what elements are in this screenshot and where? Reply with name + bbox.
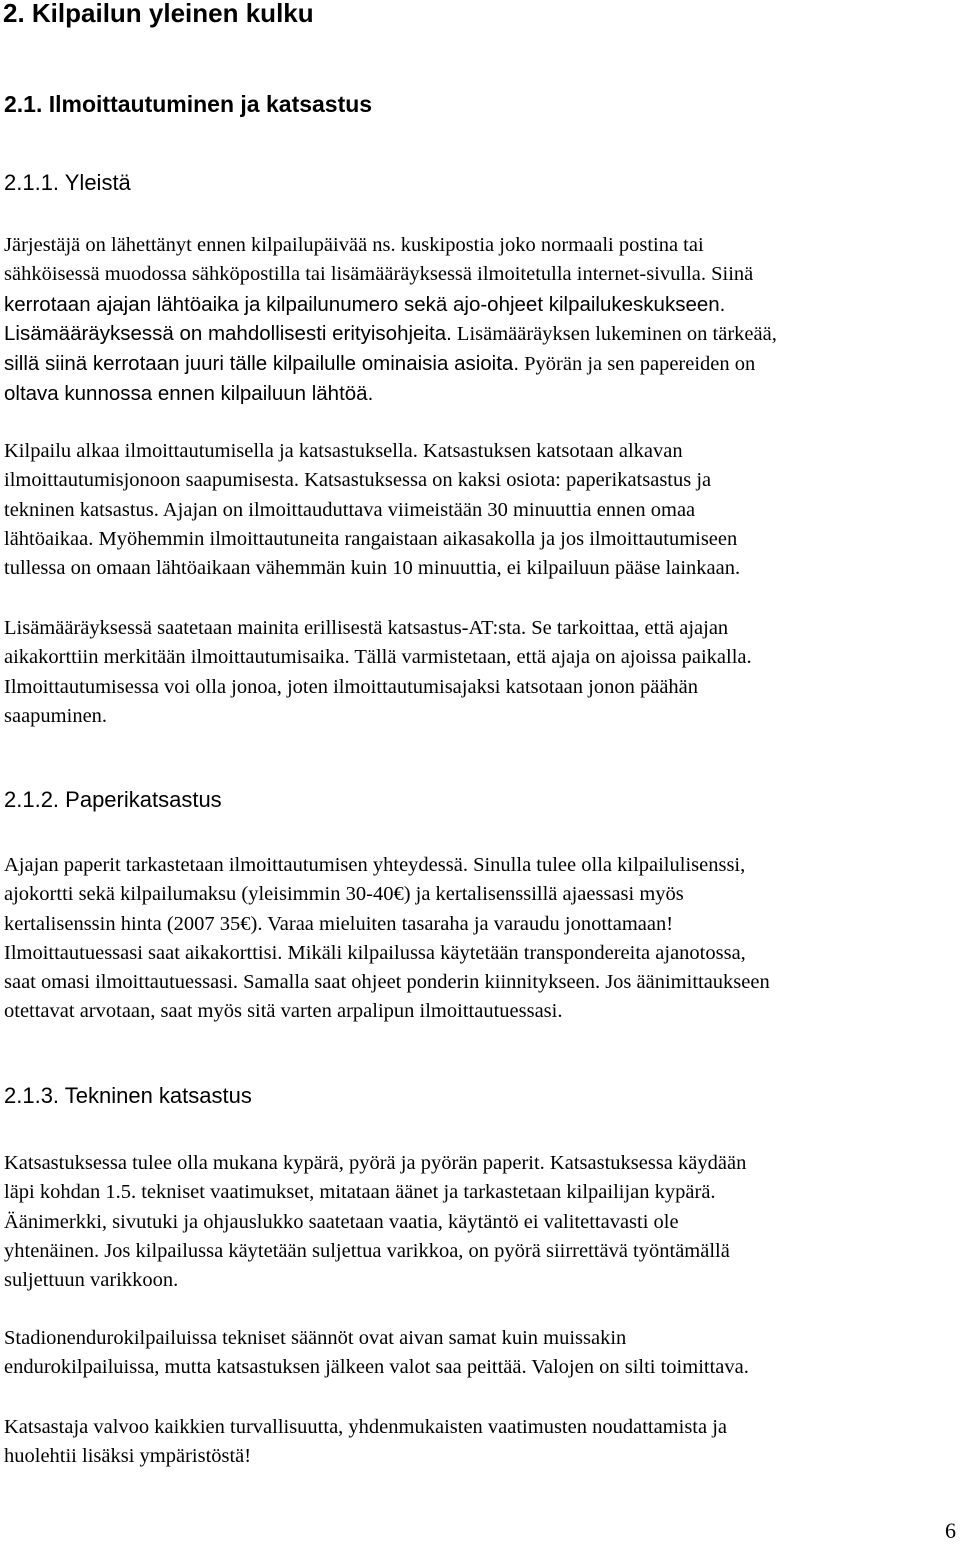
text-line: saapuminen. <box>4 704 108 727</box>
paragraph <box>4 1413 960 1472</box>
paragraph <box>4 614 960 731</box>
text-line <box>4 349 960 379</box>
part-heading-paperikatsastus: 2.1.2. Paperikatsastus <box>4 787 222 812</box>
paragraph <box>4 851 960 1027</box>
text-line: läpi kohdan 1.5. tekniset vaatimukset, mitataan äänet ja tarkastetaan kilpailijan kypärä. <box>4 1181 716 1204</box>
text-line: endurokilpailuissa, mutta katsastuksen jälkeen valot saa peittää. Valojen on silti toimittava. <box>4 1356 749 1379</box>
paragraph <box>4 437 960 583</box>
text-segment: Pyörän ja sen papereiden on <box>519 353 756 376</box>
text-line: kerrotaan ajajan lähtöaika ja kilpailunumero sekä ajo-ohjeet kilpailukeskukseen. <box>4 292 726 316</box>
text-line: suljettuun varikkoon. <box>4 1269 179 1292</box>
text-line: otettavat arvotaan, saat myös sitä varten arpalipun ilmoittautuessasi. <box>4 1000 563 1023</box>
text-segment: Lisämääräyksessä on mahdollisesti erityisohjeita. <box>4 321 452 345</box>
text-line: Ilmoittautumisessa voi olla jonoa, joten ilmoittautumisajaksi katsotaan jonon päähän <box>4 675 699 698</box>
text-line <box>4 319 960 349</box>
text-line: aikakorttiin merkitään ilmoittautumisaika. Tällä varmistetaan, että ajaja on ajoissa paikalla. <box>4 646 752 669</box>
text-line: saat omasi ilmoittautuessasi. Samalla saat ohjeet ponderin kiinnitykseen. Jos äänimittaukseen <box>4 971 770 994</box>
paragraph <box>4 231 960 409</box>
part-heading-yleista: 2.1.1. Yleistä <box>4 170 131 195</box>
text-line: lähtöaikaa. Myöhemmin ilmoittautuneita rangaistaan aikasakolla ja jos ilmoittautumiseen <box>4 527 738 550</box>
text-line: Kilpailu alkaa ilmoittautumisella ja katsastuksella. Katsastuksen katsotaan alkavan <box>4 440 683 462</box>
text-line: yhtenäinen. Jos kilpailussa käytetään suljettua varikkoa, on pyörä siirrettävä työntämällä <box>4 1239 730 1262</box>
text-segment: sillä siinä kerrotaan juuri tälle kilpailulle ominaisia asioita. <box>4 352 520 376</box>
text-line: Stadionendurokilpailuissa tekniset säännöt ovat aivan samat kuin muissakin <box>4 1327 627 1349</box>
page-number: 6 <box>945 1518 956 1543</box>
text-line: huolehtii lisäksi ympäristöstä! <box>4 1445 252 1468</box>
subsection-heading: 2.1. Ilmoittautuminen ja katsastus <box>4 91 373 117</box>
paragraph <box>4 1324 960 1383</box>
text-line: kertalisenssin hinta (2007 35€). Varaa mieluiten tasaraha ja varaudu jonottamaan! <box>4 912 674 935</box>
text-line: tekninen katsastus. Ajajan on ilmoittauduttava viimeistään 30 minuuttia ennen omaa <box>4 498 696 521</box>
text-segment: Lisämääräyksen lukeminen on tärkeää, <box>451 322 777 345</box>
text-line: Äänimerkki, sivutuki ja ohjauslukko saatetaan vaatia, käytäntö ei valitettavasti ole <box>4 1210 679 1233</box>
paragraph <box>4 1149 960 1295</box>
text-line: ilmoittautumisjonoon saapumisesta. Katsastuksessa on kaksi osiota: paperikatsastus ja <box>4 469 712 492</box>
text-line: Katsastaja valvoo kaikkien turvallisuutta, yhdenmukaisten vaatimusten noudattamista ja <box>4 1416 728 1438</box>
text-line: Katsastuksessa tulee olla mukana kypärä, pyörä ja pyörän paperit. Katsastuksessa käydään <box>4 1152 747 1174</box>
text-line: oltava kunnossa ennen kilpailuun lähtöä. <box>4 382 374 406</box>
text-line: sähköisessä muodossa sähköpostilla tai lisämääräyksessä ilmoitetulla internet-sivulla. Siinä <box>4 263 754 286</box>
part-heading-tekninen-katsastus: 2.1.3. Tekninen katsastus <box>4 1083 252 1108</box>
text-line: Järjestäjä on lähettänyt ennen kilpailupäivää ns. kuskipostia joko normaali postina tai <box>4 234 704 256</box>
text-line: ajokortti sekä kilpailumaksu (yleisimmin 30-40€) ja kertalisenssillä ajaessasi myös <box>4 883 684 906</box>
text-line: Ilmoittautuessasi saat aikakorttisi. Mikäli kilpailussa käytetään transpondereita ajanotossa, <box>4 941 746 964</box>
text-line: Ajajan paperit tarkastetaan ilmoittautumisen yhteydessä. Sinulla tulee olla kilpailulisenssi, <box>4 854 746 876</box>
text-line: tullessa on omaan lähtöaikaan vähemmän kuin 10 minuuttia, ei kilpailuun pääse lainkaan. <box>4 557 741 580</box>
section-heading: 2. Kilpailun yleinen kulku <box>3 0 314 28</box>
text-line: Lisämääräyksessä saatetaan mainita erillisestä katsastus-AT:sta. Se tarkoittaa, että ajajan <box>4 617 729 639</box>
